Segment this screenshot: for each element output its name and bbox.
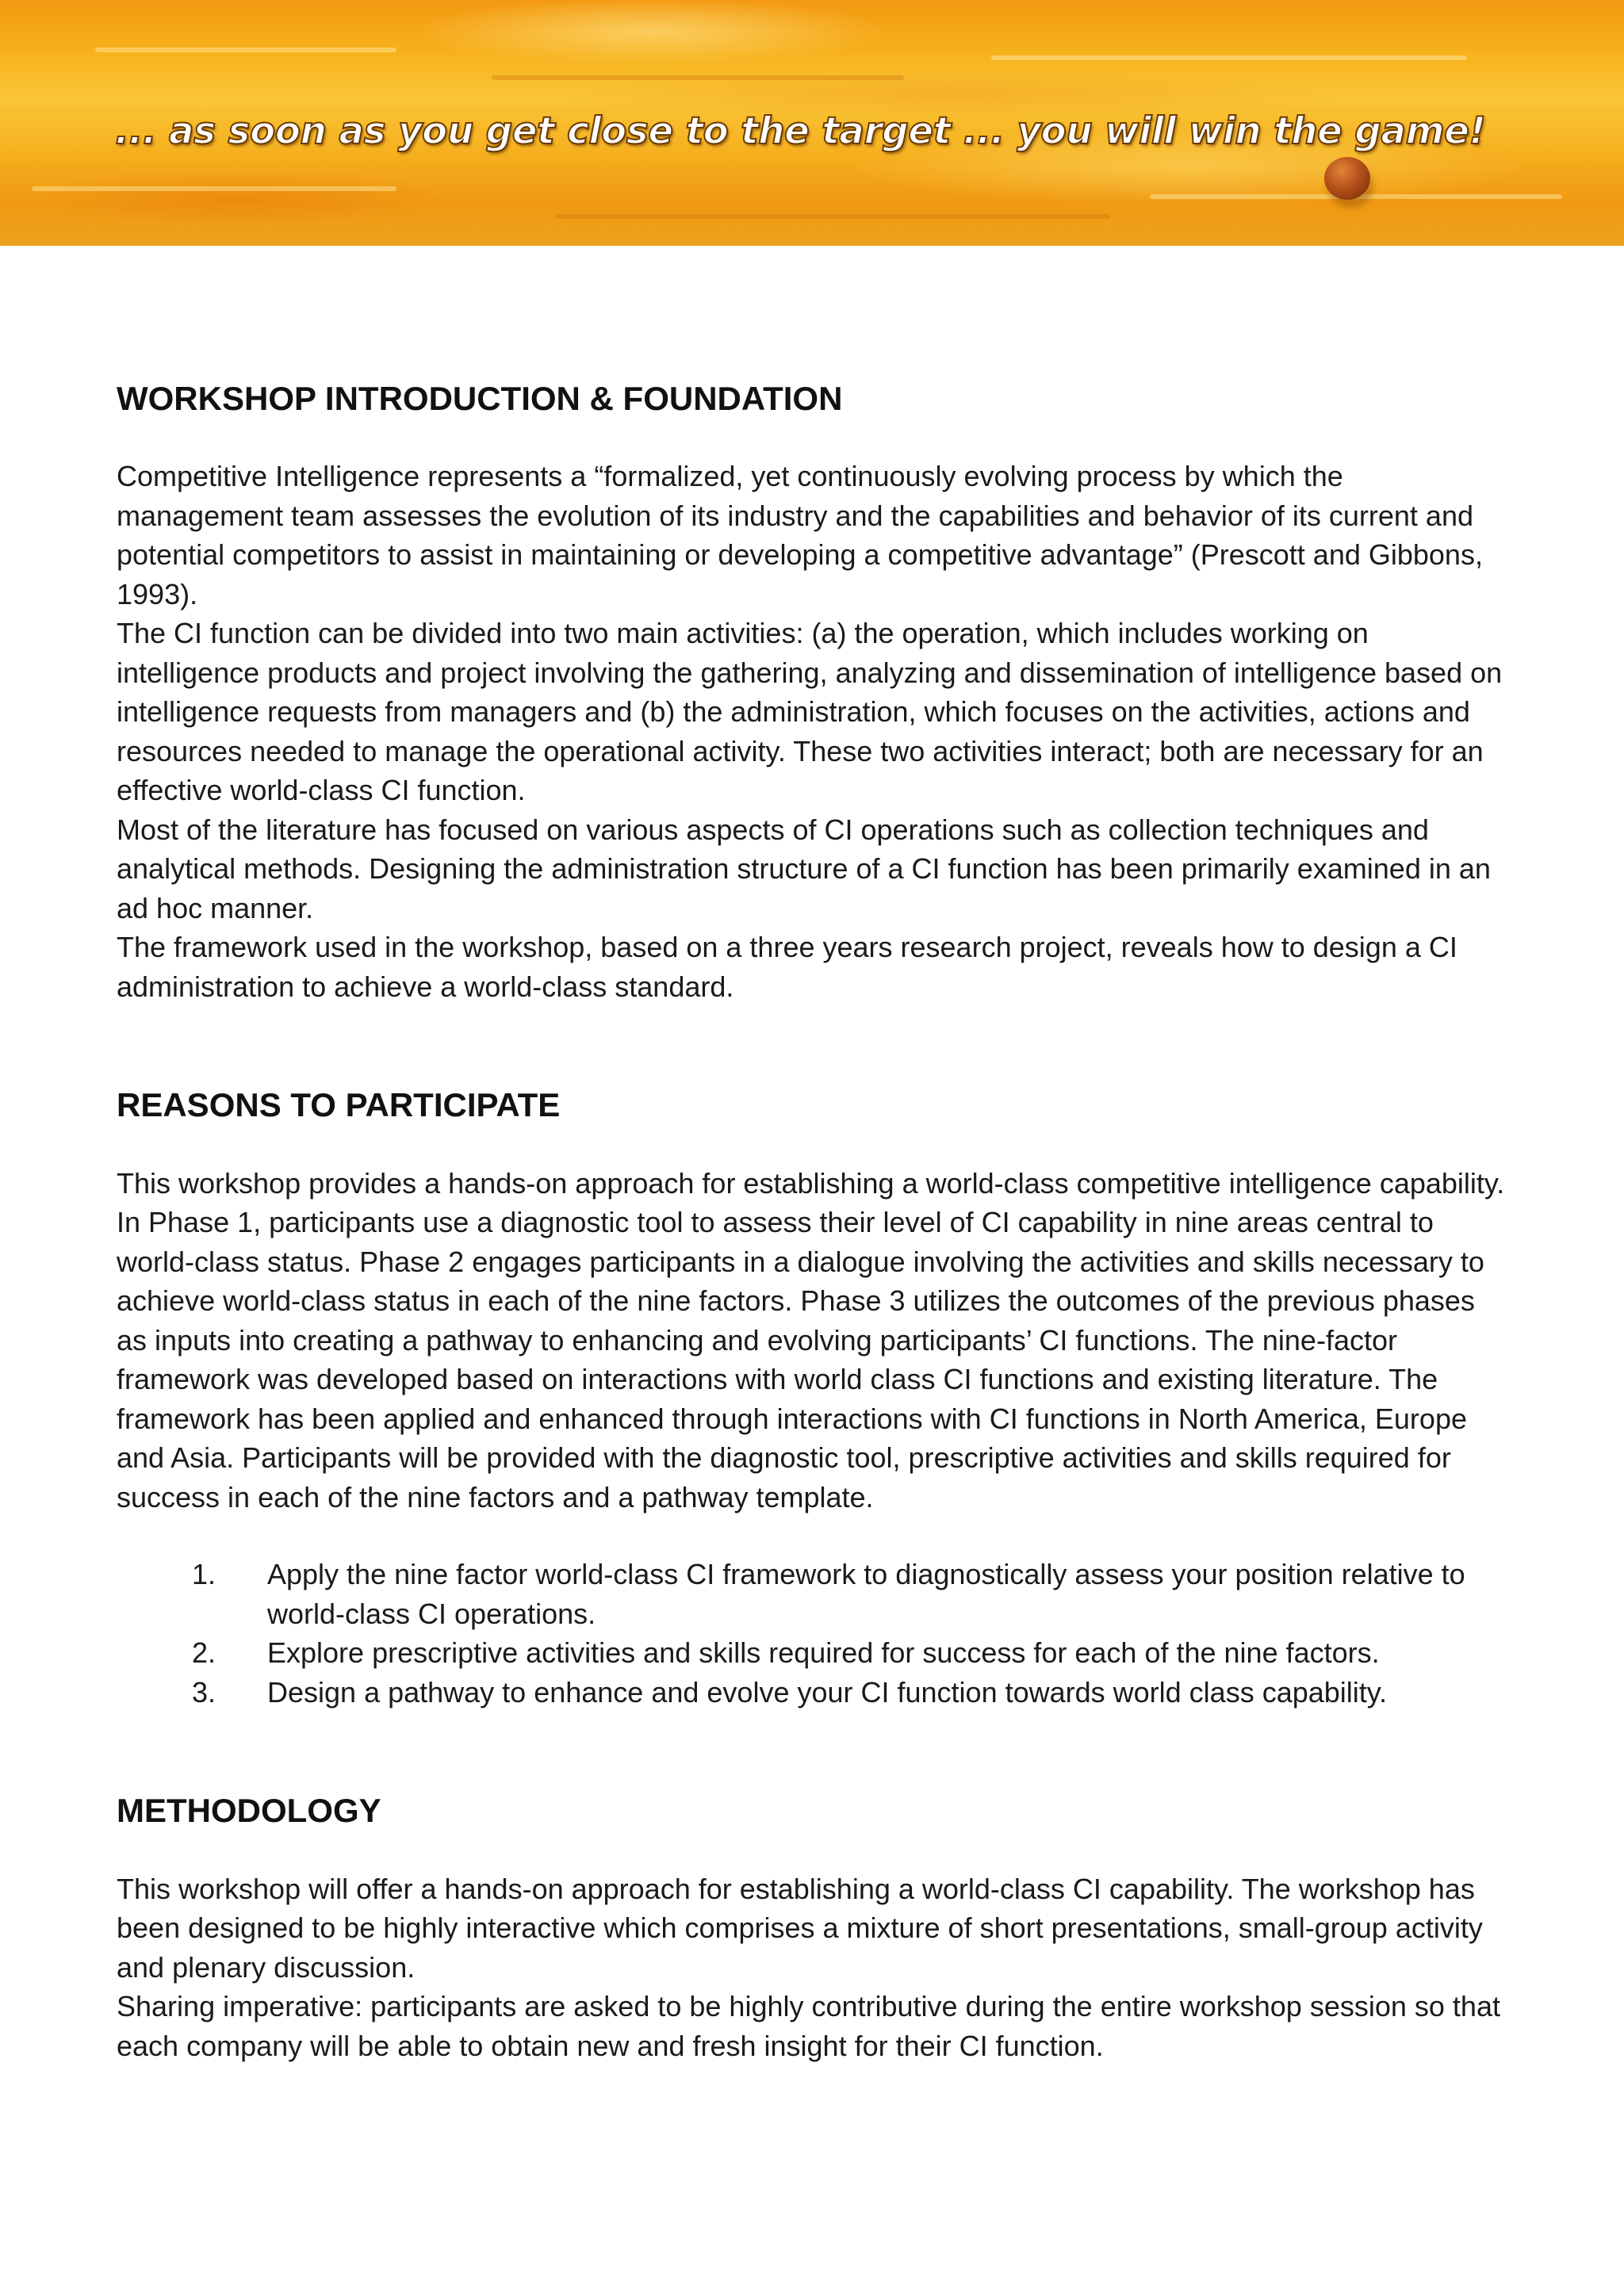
list-item-number: 3. <box>192 1675 216 1709</box>
list-item-text: Design a pathway to enhance and evolve your CI function towards world class capability. <box>267 1675 1388 1709</box>
list-item <box>117 1633 1512 1673</box>
banner-texture <box>95 48 396 52</box>
section-introduction <box>117 379 1512 1006</box>
intro-paragraph: The framework used in the workshop, based on a three years research project, reveals how to design a CI administration to achieve a world-class standard. <box>117 931 1457 1003</box>
banner-tagline: ... as soon as you get close to the target ... you will win the game! <box>115 109 1486 153</box>
list-item-number: 2. <box>192 1636 216 1670</box>
section-heading: REASONS TO PARTICIPATE <box>117 1086 561 1124</box>
list-item-text: Apply the nine factor world-class CI framework to diagnostically assess your position relative to world-class CI operations. <box>267 1558 1465 1630</box>
list-item <box>117 1555 1512 1633</box>
section-methodology <box>117 1791 1512 2065</box>
list-item-number: 1. <box>192 1558 216 1591</box>
header-banner <box>0 0 1624 246</box>
banner-texture <box>32 186 396 191</box>
intro-paragraph: The CI function can be divided into two main activities: (a) the operation, which includes working on intelligence products and project involving the gathering, analyzing and dissemination of intelligence based on intelligence requests from managers and (b) the administration, which focuses on the activities, actions and resources needed to manage the operational activity. These two activities interact; both are necessary for an effective world-class CI function. <box>117 617 1503 807</box>
banner-texture <box>492 75 904 80</box>
list-item-text: Explore prescriptive activities and skills required for success for each of the nine factors. <box>267 1636 1380 1670</box>
intro-paragraph: Most of the literature has focused on various aspects of CI operations such as collection techniques and analytical methods. Designing the administration structure of a CI function has been primarily examined in an ad hoc manner. <box>117 813 1491 924</box>
methodology-paragraph: Sharing imperative: participants are asked to be highly contributive during the entire workshop session so that each company will be able to obtain new and fresh insight for their CI function. <box>117 1990 1500 2062</box>
objectives-list <box>117 1555 1512 1712</box>
section-reasons <box>117 1085 1512 1712</box>
section-heading: WORKSHOP INTRODUCTION & FOUNDATION <box>117 380 843 417</box>
reasons-paragraph: This workshop provides a hands-on approach for establishing a world-class competitive intelligence capability. In Phase 1, participants use a diagnostic tool to assess their level of CI capability in nine areas central to world-class status. Phase 2 engages participants in a dialogue involving the activities and skills necessary to achieve world-class status in each of the nine factors. Phase 3 utilizes the outcomes of the previous phases as inputs into creating a pathway to enhancing and evolving participants’ CI functions. The nine-factor framework was developed based on interactions with world class CI functions and existing literature. The framework has been applied and enhanced through interactions with CI functions in North America, Europe and Asia. Participants will be provided with the diagnostic tool, prescriptive activities and skills required for success in each of the nine factors and a pathway template. <box>117 1166 1505 1513</box>
ball-icon <box>1324 157 1370 200</box>
banner-texture <box>555 214 1110 219</box>
list-item <box>117 1673 1512 1712</box>
banner-texture <box>991 55 1467 60</box>
document-body <box>117 379 1512 2065</box>
methodology-paragraph: This workshop will offer a hands-on approach for establishing a world-class CI capability. The workshop has been designed to be highly interactive which comprises a mixture of short presentations, small-group activity and plenary discussion. <box>117 1872 1483 1984</box>
intro-paragraph: Competitive Intelligence represents a “formalized, yet continuously evolving process by which the management team assesses the evolution of its industry and the capabilities and behavior of its current and potential competitors to assist in maintaining or developing a competitive advantage” (Prescott and Gibbons, 1993). <box>117 460 1483 610</box>
section-heading: METHODOLOGY <box>117 1792 381 1830</box>
